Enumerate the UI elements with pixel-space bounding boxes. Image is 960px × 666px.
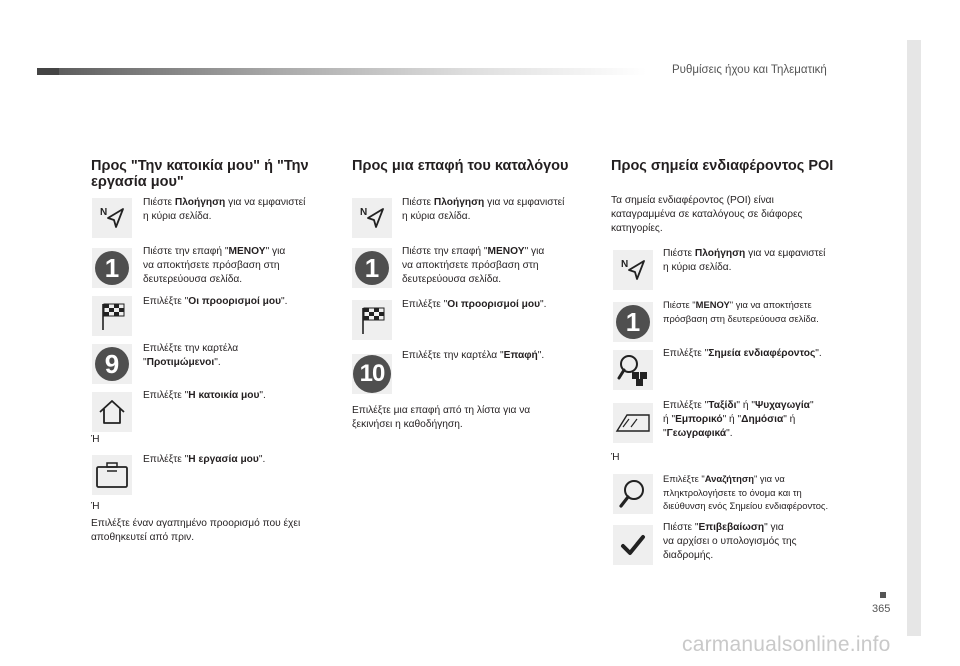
col1-title-line1: Προς "Την κατοικία μου" ή "Την bbox=[91, 158, 309, 174]
col3-or-1: Ή bbox=[611, 452, 620, 463]
confirm-check-icon bbox=[613, 525, 653, 565]
col1-step3: Επιλέξτε "Οι προορισμοί μου". bbox=[143, 296, 288, 307]
col3-step2: Πιέστε "ΜΕΝΟΥ" για να αποκτήσετε πρόσβαση στη δευτερεύουσα σελίδα. bbox=[663, 299, 819, 324]
col2-step3: Επιλέξτε "Οι προορισμοί μου". bbox=[402, 299, 547, 310]
header-bar-dark-segment bbox=[37, 68, 59, 75]
col1-title bbox=[91, 158, 309, 190]
col3-title: Προς σημεία ενδιαφέροντος POI bbox=[611, 158, 834, 174]
col2-step1: Πιέστε Πλοήγηση για να εμφανιστεί η κύρια σελίδα. bbox=[402, 197, 565, 222]
flag-icon bbox=[352, 300, 392, 340]
col3-intro: Τα σημεία ενδιαφέροντος (POI) είναι καταγραμμένα σε καταλόγους σε διάφορες κατηγορίες. bbox=[611, 195, 803, 234]
col1-or-2: Ή bbox=[91, 501, 100, 512]
col3-step4: Επιλέξτε "Ταξίδι" ή "Ψυχαγωγία" ή "Εμπορικό" ή "Δημόσια" ή "Γεωγραφικά". bbox=[663, 400, 814, 439]
col1-step5: Επιλέξτε "Η κατοικία μου". bbox=[143, 390, 266, 401]
side-margin-band bbox=[907, 40, 921, 636]
category-road-icon bbox=[613, 403, 653, 443]
navigation-icon bbox=[352, 198, 392, 238]
svg-text:N: N bbox=[100, 207, 108, 218]
col2-step2: Πιέστε την επαφή "ΜΕΝΟΥ" για να αποκτήσετε πρόσβαση στη δευτερεύουσα σελίδα. bbox=[402, 246, 545, 285]
col1-step2: Πιέστε την επαφή "ΜΕΝΟΥ" για να αποκτήσετε πρόσβαση στη δευτερεύουσα σελίδα. bbox=[143, 246, 286, 285]
step-badge: 10 bbox=[352, 354, 392, 394]
col3-step3: Επιλέξτε "Σημεία ενδιαφέροντος". bbox=[663, 348, 822, 359]
col1-step1: Πιέστε Πλοήγηση για να εμφανιστεί η κύρια σελίδα. bbox=[143, 197, 306, 222]
search-icon bbox=[613, 474, 653, 514]
home-icon bbox=[92, 392, 132, 432]
col3-step5: Επιλέξτε "Αναζήτηση" για να πληκτρολογήσετε το όνομα και τη διεύθυνση ενός Σημείου ενδιαφέροντος. bbox=[663, 473, 829, 511]
col2-step5: Επιλέξτε μια επαφή από τη λίστα για να ξεκινήσει η καθοδήγηση. bbox=[352, 405, 531, 430]
header-gradient-bar bbox=[37, 68, 647, 75]
flag-icon bbox=[92, 296, 132, 336]
watermark: carmanualsonline.info bbox=[682, 633, 891, 656]
step-badge: 1 bbox=[92, 248, 132, 288]
svg-text:N: N bbox=[621, 259, 629, 270]
briefcase-icon bbox=[92, 455, 132, 495]
step-badge: 9 bbox=[92, 344, 132, 384]
step-badge: 1 bbox=[352, 248, 392, 288]
col1-step4: Επιλέξτε την καρτέλα "Προτιμώμενοι". bbox=[143, 343, 239, 368]
col2-step4: Επιλέξτε την καρτέλα "Επαφή". bbox=[402, 350, 545, 361]
col3-step1: Πιέστε Πλοήγηση για να εμφανιστεί η κύρια σελίδα. bbox=[663, 248, 826, 273]
col3-step6: Πιέστε "Επιβεβαίωση" για να αρχίσει ο υπολογισμός της διαδρομής. bbox=[663, 522, 797, 561]
col2-title: Προς μια επαφή του καταλόγου bbox=[352, 158, 569, 174]
page-number: 365 bbox=[872, 603, 891, 615]
navigation-icon bbox=[92, 198, 132, 238]
svg-text:N: N bbox=[360, 207, 368, 218]
col1-step7: Επιλέξτε έναν αγαπημένο προορισμό που έχει αποθηκευτεί από πριν. bbox=[91, 518, 301, 543]
navigation-icon bbox=[613, 250, 653, 290]
step-badge: 1 bbox=[613, 302, 653, 342]
col1-step6: Επιλέξτε "Η εργασία μου". bbox=[143, 454, 266, 465]
page-marker bbox=[880, 592, 886, 598]
poi-search-icon bbox=[613, 350, 653, 390]
page-header-title: Ρυθμίσεις ήχου και Τηλεματική bbox=[672, 64, 827, 76]
col1-or-1: Ή bbox=[91, 434, 100, 445]
col1-title-line2: εργασία μου" bbox=[91, 174, 184, 190]
